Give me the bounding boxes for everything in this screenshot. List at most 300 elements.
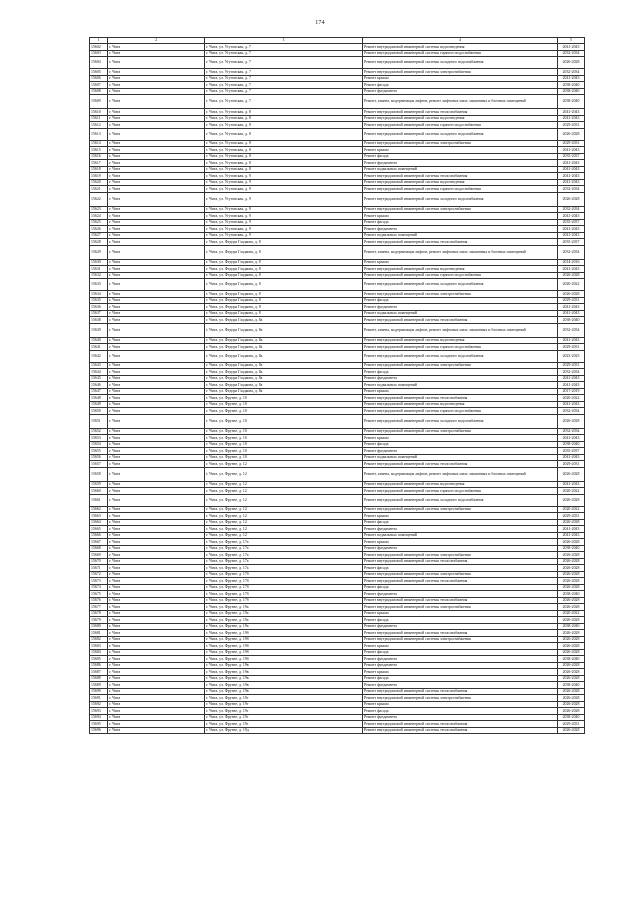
- address-cell: г. Чита, ул. Угуговская, д. 7: [205, 57, 363, 69]
- row-number: 15665: [90, 526, 108, 533]
- address-cell: г. Чита, ул. Фрунзе, д. 17б: [205, 597, 363, 604]
- row-number: 15659: [90, 481, 108, 488]
- work-type-cell: Ремонт внутридомовой инженерной системы водоотведения: [363, 481, 558, 488]
- address-cell: г. Чита, ул. Фрунзе, д. 19г: [205, 714, 363, 721]
- work-type-cell: Ремонт фундамента: [363, 375, 558, 382]
- work-type-cell: Ремонт внутридомовой инженерной системы теплоснабжения: [363, 727, 558, 734]
- column-number: 1: [90, 38, 108, 44]
- work-type-cell: Ремонт внутридомовой инженерной системы теплоснабжения: [363, 239, 558, 246]
- settlement-cell: г. Чита: [108, 88, 205, 95]
- settlement-cell: г. Чита: [108, 688, 205, 695]
- period-cell: 2026-2028: [558, 701, 585, 708]
- period-cell: 2032-2034: [558, 206, 585, 213]
- row-number: 15621: [90, 186, 108, 193]
- settlement-cell: г. Чита: [108, 428, 205, 435]
- settlement-cell: г. Чита: [108, 226, 205, 233]
- period-cell: 2041-2043: [558, 173, 585, 180]
- period-cell: 2041-2043: [558, 160, 585, 167]
- row-number: 15662: [90, 506, 108, 513]
- address-cell: г. Чита, ул. Фрунзе, д. 12: [205, 467, 363, 481]
- settlement-cell: г. Чита: [108, 532, 205, 539]
- row-number: 15654: [90, 441, 108, 448]
- row-number: 15675: [90, 591, 108, 598]
- address-cell: г. Чита, ул. Фрунзе, д. 10: [205, 408, 363, 415]
- settlement-cell: г. Чита: [108, 206, 205, 213]
- table-row: [90, 245, 585, 259]
- row-number: 15683: [90, 643, 108, 650]
- row-number: 15619: [90, 173, 108, 180]
- period-cell: 2026-2028: [558, 558, 585, 565]
- row-number: 15635: [90, 297, 108, 304]
- settlement-cell: г. Чита: [108, 44, 205, 51]
- address-cell: г. Чита, ул. Угуговская, д. 9: [205, 173, 363, 180]
- address-cell: г. Чита, ул. Федора Гладкова, д. 8а: [205, 317, 363, 324]
- settlement-cell: г. Чита: [108, 571, 205, 578]
- work-type-cell: Ремонт фасада: [363, 297, 558, 304]
- address-cell: г. Чита, ул. Фрунзе, д. 10: [205, 448, 363, 455]
- row-number: 15622: [90, 192, 108, 206]
- address-cell: г. Чита, ул. Федора Гладкова, д. 8а: [205, 350, 363, 362]
- settlement-cell: г. Чита: [108, 617, 205, 624]
- work-type-cell: Ремонт фундамента: [363, 591, 558, 598]
- row-number: 15667: [90, 539, 108, 546]
- address-cell: г. Чита, ул. Федора Гладкова, д. 8: [205, 304, 363, 311]
- period-cell: 2041-2043: [558, 526, 585, 533]
- address-cell: г. Чита, ул. Федора Гладкова, д. 8: [205, 266, 363, 273]
- settlement-cell: г. Чита: [108, 166, 205, 173]
- period-cell: 2026-2028: [558, 192, 585, 206]
- period-cell: 2029-2031: [558, 721, 585, 728]
- work-type-cell: Ремонт крыши: [363, 643, 558, 650]
- row-number: 15681: [90, 630, 108, 637]
- work-type-cell: Ремонт внутридомовой инженерной системы электроснабжения: [363, 552, 558, 559]
- address-cell: г. Чита, ул. Фрунзе, д. 10: [205, 454, 363, 461]
- settlement-cell: г. Чита: [108, 591, 205, 598]
- work-type-cell: Ремонт внутридомовой инженерной системы горячего водоснабжения: [363, 488, 558, 495]
- row-number: 15650: [90, 408, 108, 415]
- settlement-cell: г. Чита: [108, 526, 205, 533]
- address-cell: г. Чита, ул. Фрунзе, д. 19г: [205, 695, 363, 702]
- capital-repair-table: [89, 37, 585, 734]
- address-cell: г. Чита, ул. Фрунзе, д. 19в: [205, 682, 363, 689]
- row-number: 15658: [90, 467, 108, 481]
- address-cell: г. Чита, ул. Фрунзе, д. 17б: [205, 571, 363, 578]
- work-type-cell: Ремонт внутридомовой инженерной системы теплоснабжения: [363, 558, 558, 565]
- work-type-cell: Ремонт внутридомовой инженерной системы холодного водоснабжения: [363, 350, 558, 362]
- work-type-cell: Ремонт внутридомовой инженерной системы электроснабжения: [363, 206, 558, 213]
- period-cell: 2026-2028: [558, 552, 585, 559]
- table-row: [90, 467, 585, 481]
- row-number: 15634: [90, 291, 108, 298]
- period-cell: 2020-2022: [558, 506, 585, 513]
- settlement-cell: г. Чита: [108, 604, 205, 611]
- settlement-cell: г. Чита: [108, 558, 205, 565]
- settlement-cell: г. Чита: [108, 344, 205, 351]
- work-type-cell: Ремонт фасада: [363, 649, 558, 656]
- row-number: 15631: [90, 266, 108, 273]
- period-cell: 2026-2028: [558, 669, 585, 676]
- settlement-cell: г. Чита: [108, 552, 205, 559]
- row-number: 15677: [90, 604, 108, 611]
- period-cell: 2026-2028: [558, 695, 585, 702]
- settlement-cell: г. Чита: [108, 122, 205, 129]
- settlement-cell: г. Чита: [108, 623, 205, 630]
- address-cell: г. Чита, ул. Угуговская, д. 7: [205, 82, 363, 89]
- period-cell: 2041-2043: [558, 454, 585, 461]
- period-cell: 2032-2034: [558, 186, 585, 193]
- row-number: 15674: [90, 584, 108, 591]
- row-number: 15653: [90, 435, 108, 442]
- period-cell: 2029-2031: [558, 362, 585, 369]
- address-cell: г. Чита, ул. Фрунзе, д. 17а: [205, 545, 363, 552]
- work-type-cell: Ремонт внутридомовой инженерной системы электроснабжения: [363, 362, 558, 369]
- row-number: 15672: [90, 571, 108, 578]
- settlement-cell: г. Чита: [108, 630, 205, 637]
- row-number: 15602: [90, 44, 108, 51]
- row-number: 15627: [90, 232, 108, 239]
- address-cell: г. Чита, ул. Фрунзе, д. 19в: [205, 688, 363, 695]
- work-type-cell: Ремонт внутридомовой инженерной системы электроснабжения: [363, 69, 558, 76]
- row-number: 15618: [90, 166, 108, 173]
- period-cell: 2041-2043: [558, 115, 585, 122]
- address-cell: г. Чита, ул. Федора Гладкова, д. 8а: [205, 362, 363, 369]
- work-type-cell: Ремонт внутридомовой инженерной системы теплоснабжения: [363, 461, 558, 468]
- period-cell: 2041-2043: [558, 147, 585, 154]
- settlement-cell: г. Чита: [108, 701, 205, 708]
- period-cell: 2023-2025: [558, 350, 585, 362]
- address-cell: г. Чита, ул. Фрунзе, д. 19б: [205, 630, 363, 637]
- address-cell: г. Чита, ул. Федора Гладкова, д. 8а: [205, 323, 363, 337]
- address-cell: г. Чита, ул. Фрунзе, д. 12: [205, 519, 363, 526]
- address-cell: г. Чита, ул. Федора Гладкова, д. 8: [205, 272, 363, 279]
- settlement-cell: г. Чита: [108, 461, 205, 468]
- settlement-cell: г. Чита: [108, 414, 205, 428]
- settlement-cell: г. Чита: [108, 467, 205, 481]
- settlement-cell: г. Чита: [108, 297, 205, 304]
- period-cell: 2026-2028: [558, 649, 585, 656]
- row-number: 15671: [90, 565, 108, 572]
- address-cell: г. Чита, ул. Фрунзе, д. 17а: [205, 558, 363, 565]
- row-number: 15630: [90, 259, 108, 266]
- address-cell: г. Чита, ул. Фрунзе, д. 19а: [205, 623, 363, 630]
- row-number: 15643: [90, 362, 108, 369]
- work-type-cell: Ремонт фасада: [363, 441, 558, 448]
- period-cell: 2041-2043: [558, 179, 585, 186]
- row-number: 15690: [90, 688, 108, 695]
- address-cell: г. Чита, ул. Фрунзе, д. 12: [205, 506, 363, 513]
- period-cell: 2038-2040: [558, 545, 585, 552]
- period-cell: 2032-2034: [558, 50, 585, 57]
- row-number: 15670: [90, 558, 108, 565]
- work-type-cell: Ремонт фундамента: [363, 448, 558, 455]
- work-type-cell: Ремонт внутридомовой инженерной системы горячего водоснабжения: [363, 408, 558, 415]
- address-cell: г. Чита, ул. Федора Гладкова, д. 8: [205, 291, 363, 298]
- settlement-cell: г. Чита: [108, 565, 205, 572]
- row-number: 15625: [90, 219, 108, 226]
- work-type-cell: Ремонт внутридомовой инженерной системы теплоснабжения: [363, 688, 558, 695]
- period-cell: 2041-2043: [558, 481, 585, 488]
- table-row: [90, 95, 585, 109]
- row-number: 15656: [90, 454, 108, 461]
- address-cell: г. Чита, ул. Фрунзе, д. 19а: [205, 617, 363, 624]
- period-cell: 2026-2028: [558, 688, 585, 695]
- period-cell: 2038-2040: [558, 656, 585, 663]
- period-cell: 2026-2028: [558, 539, 585, 546]
- row-number: 15617: [90, 160, 108, 167]
- table-row: [90, 279, 585, 291]
- settlement-cell: г. Чита: [108, 147, 205, 154]
- settlement-cell: г. Чита: [108, 362, 205, 369]
- settlement-cell: г. Чита: [108, 323, 205, 337]
- period-cell: 2038-2040: [558, 682, 585, 689]
- work-type-cell: Ремонт внутридомовой инженерной системы теплоснабжения: [363, 173, 558, 180]
- settlement-cell: г. Чита: [108, 454, 205, 461]
- period-cell: 2020-2022: [558, 610, 585, 617]
- work-type-cell: Ремонт крыши: [363, 259, 558, 266]
- address-cell: г. Чита, ул. Угуговская, д. 8: [205, 166, 363, 173]
- row-number: 15620: [90, 179, 108, 186]
- work-type-cell: Ремонт внутридомовой инженерной системы электроснабжения: [363, 506, 558, 513]
- row-number: 15614: [90, 140, 108, 147]
- settlement-cell: г. Чита: [108, 173, 205, 180]
- work-type-cell: Ремонт фасада: [363, 584, 558, 591]
- work-type-cell: Ремонт фасада: [363, 369, 558, 376]
- period-cell: 2041-2043: [558, 435, 585, 442]
- row-number: 15652: [90, 428, 108, 435]
- row-number: 15645: [90, 375, 108, 382]
- period-cell: 2035-2037: [558, 239, 585, 246]
- period-cell: 2026-2028: [558, 128, 585, 140]
- work-type-cell: Ремонт, замена, модернизация лифтов, ремонт лифтовых шахт, машинных и блочных помещений: [363, 467, 558, 481]
- period-cell: 2041-2043: [558, 213, 585, 220]
- period-cell: 2026-2028: [558, 643, 585, 650]
- period-cell: 2038-2040: [558, 82, 585, 89]
- work-type-cell: Ремонт фасада: [363, 617, 558, 624]
- address-cell: г. Чита, ул. Угуговская, д. 7: [205, 95, 363, 109]
- work-type-cell: Ремонт внутридомовой инженерной системы холодного водоснабжения: [363, 414, 558, 428]
- work-type-cell: Ремонт фундамента: [363, 226, 558, 233]
- work-type-cell: Ремонт внутридомовой инженерной системы холодного водоснабжения: [363, 128, 558, 140]
- settlement-cell: г. Чита: [108, 708, 205, 715]
- address-cell: г. Чита, ул. Фрунзе, д. 12: [205, 513, 363, 520]
- period-cell: 2032-2034: [558, 408, 585, 415]
- period-cell: 2038-2040: [558, 714, 585, 721]
- address-cell: г. Чита, ул. Фрунзе, д. 19г: [205, 721, 363, 728]
- address-cell: г. Чита, ул. Фрунзе, д. 19г: [205, 701, 363, 708]
- work-type-cell: Ремонт внутридомовой инженерной системы холодного водоснабжения: [363, 279, 558, 291]
- work-type-cell: Ремонт внутридомовой инженерной системы водоотведения: [363, 401, 558, 408]
- row-number: 15606: [90, 75, 108, 82]
- settlement-cell: г. Чита: [108, 610, 205, 617]
- address-cell: г. Чита, ул. Фрунзе, д. 10: [205, 395, 363, 402]
- period-cell: 2026-2028: [558, 636, 585, 643]
- period-cell: 2026-2028: [558, 519, 585, 526]
- row-number: 15688: [90, 675, 108, 682]
- address-cell: г. Чита, ул. Фрунзе, д. 12: [205, 461, 363, 468]
- work-type-cell: Ремонт внутридомовой инженерной системы теплоснабжения: [363, 395, 558, 402]
- row-number: 15657: [90, 461, 108, 468]
- settlement-cell: г. Чита: [108, 239, 205, 246]
- work-type-cell: Ремонт фасада: [363, 82, 558, 89]
- period-cell: 2041-2043: [558, 226, 585, 233]
- period-cell: 2038-2040: [558, 317, 585, 324]
- period-cell: 2026-2028: [558, 565, 585, 572]
- period-cell: 2035-2037: [558, 153, 585, 160]
- settlement-cell: г. Чита: [108, 57, 205, 69]
- period-cell: 2026-2028: [558, 708, 585, 715]
- work-type-cell: Ремонт внутридомовой инженерной системы горячего водоснабжения: [363, 344, 558, 351]
- address-cell: г. Чита, ул. Фрунзе, д. 10: [205, 414, 363, 428]
- row-number: 15610: [90, 109, 108, 116]
- period-cell: 2038-2040: [558, 441, 585, 448]
- period-cell: 2041-2043: [558, 375, 585, 382]
- work-type-cell: Ремонт фасада: [363, 519, 558, 526]
- work-type-cell: Ремонт фундамента: [363, 656, 558, 663]
- row-number: 15678: [90, 610, 108, 617]
- settlement-cell: г. Чита: [108, 539, 205, 546]
- settlement-cell: г. Чита: [108, 435, 205, 442]
- address-cell: г. Чита, ул. Фрунзе, д. 12: [205, 488, 363, 495]
- row-number: 15605: [90, 69, 108, 76]
- period-cell: 2029-2031: [558, 140, 585, 147]
- period-cell: 2029-2031: [558, 297, 585, 304]
- row-number: 15692: [90, 701, 108, 708]
- work-type-cell: Ремонт фундамента: [363, 545, 558, 552]
- work-type-cell: Ремонт подвальных помещений: [363, 532, 558, 539]
- address-cell: г. Чита, ул. Федора Гладкова, д. 8: [205, 245, 363, 259]
- settlement-cell: г. Чита: [108, 584, 205, 591]
- period-cell: 2041-2043: [558, 109, 585, 116]
- period-cell: 2041-2043: [558, 337, 585, 344]
- work-type-cell: Ремонт внутридомовой инженерной системы водоотведения: [363, 337, 558, 344]
- settlement-cell: г. Чита: [108, 128, 205, 140]
- row-number: 15673: [90, 578, 108, 585]
- settlement-cell: г. Чита: [108, 695, 205, 702]
- settlement-cell: г. Чита: [108, 513, 205, 520]
- settlement-cell: г. Чита: [108, 494, 205, 506]
- work-type-cell: Ремонт крыши: [363, 610, 558, 617]
- work-type-cell: Ремонт подвальных помещений: [363, 166, 558, 173]
- settlement-cell: г. Чита: [108, 245, 205, 259]
- settlement-cell: г. Чита: [108, 388, 205, 395]
- address-cell: г. Чита, ул. Фрунзе, д. 12: [205, 481, 363, 488]
- table-row: [90, 192, 585, 206]
- table-row: [90, 323, 585, 337]
- period-cell: 2041-2043: [558, 532, 585, 539]
- address-cell: г. Чита, ул. Угуговская, д. 9: [205, 232, 363, 239]
- address-cell: г. Чита, ул. Фрунзе, д. 12: [205, 494, 363, 506]
- period-cell: 2041-2043: [558, 304, 585, 311]
- work-type-cell: Ремонт крыши: [363, 388, 558, 395]
- table-row: [90, 350, 585, 362]
- settlement-cell: г. Чита: [108, 95, 205, 109]
- settlement-cell: г. Чита: [108, 259, 205, 266]
- period-cell: 2041-2043: [558, 382, 585, 389]
- address-cell: г. Чита, ул. Угуговская, д. 8: [205, 153, 363, 160]
- address-cell: г. Чита, ул. Угуговская, д. 9: [205, 213, 363, 220]
- row-number: 15632: [90, 272, 108, 279]
- row-number: 15633: [90, 279, 108, 291]
- settlement-cell: г. Чита: [108, 488, 205, 495]
- row-number: 15626: [90, 226, 108, 233]
- row-number: 15686: [90, 662, 108, 669]
- work-type-cell: Ремонт фундамента: [363, 623, 558, 630]
- table-row: [90, 128, 585, 140]
- address-cell: г. Чита, ул. Федора Гладкова, д. 8: [205, 310, 363, 317]
- work-type-cell: Ремонт внутридомовой инженерной системы теплоснабжения: [363, 578, 558, 585]
- settlement-cell: г. Чита: [108, 75, 205, 82]
- period-cell: 2032-2034: [558, 369, 585, 376]
- work-type-cell: Ремонт фундамента: [363, 682, 558, 689]
- address-cell: г. Чита, ул. Угуговская, д. 7: [205, 69, 363, 76]
- row-number: 15646: [90, 382, 108, 389]
- row-number: 15661: [90, 494, 108, 506]
- work-type-cell: Ремонт подвальных помещений: [363, 454, 558, 461]
- period-cell: 2035-2037: [558, 219, 585, 226]
- work-type-cell: Ремонт крыши: [363, 513, 558, 520]
- period-cell: 2020-2022: [558, 488, 585, 495]
- table-body: [90, 38, 585, 734]
- address-cell: г. Чита, ул. Фрунзе, д. 19б: [205, 643, 363, 650]
- row-number: 15637: [90, 310, 108, 317]
- work-type-cell: Ремонт крыши: [363, 701, 558, 708]
- settlement-cell: г. Чита: [108, 337, 205, 344]
- work-type-cell: Ремонт внутридомовой инженерной системы холодного водоснабжения: [363, 494, 558, 506]
- address-cell: г. Чита, ул. Фрунзе, д. 17б: [205, 591, 363, 598]
- settlement-cell: г. Чита: [108, 675, 205, 682]
- work-type-cell: Ремонт подвальных помещений: [363, 382, 558, 389]
- settlement-cell: г. Чита: [108, 649, 205, 656]
- address-cell: г. Чита, ул. Фрунзе, д. 19в: [205, 662, 363, 669]
- table-row: [90, 414, 585, 428]
- settlement-cell: г. Чита: [108, 109, 205, 116]
- row-number: 15666: [90, 532, 108, 539]
- row-number: 15641: [90, 344, 108, 351]
- address-cell: г. Чита, ул. Угуговская, д. 7: [205, 50, 363, 57]
- row-number: 15680: [90, 623, 108, 630]
- period-cell: 2035-2037: [558, 448, 585, 455]
- settlement-cell: г. Чита: [108, 375, 205, 382]
- address-cell: г. Чита, ул. Фрунзе, д. 19б: [205, 656, 363, 663]
- row-number: 15636: [90, 304, 108, 311]
- column-number: 2: [108, 38, 205, 44]
- row-number: 15695: [90, 721, 108, 728]
- work-type-cell: Ремонт фундамента: [363, 662, 558, 669]
- column-number: 3: [205, 38, 363, 44]
- work-type-cell: Ремонт подвальных помещений: [363, 232, 558, 239]
- settlement-cell: г. Чита: [108, 140, 205, 147]
- table-row: [90, 494, 585, 506]
- work-type-cell: Ремонт внутридомовой инженерной системы водоотведения: [363, 44, 558, 51]
- period-cell: 2038-2040: [558, 95, 585, 109]
- settlement-cell: г. Чита: [108, 82, 205, 89]
- settlement-cell: г. Чита: [108, 519, 205, 526]
- settlement-cell: г. Чита: [108, 317, 205, 324]
- address-cell: г. Чита, ул. Федора Гладкова, д. 8а: [205, 369, 363, 376]
- address-cell: г. Чита, ул. Угуговская, д. 9: [205, 226, 363, 233]
- row-number: 15603: [90, 50, 108, 57]
- work-type-cell: Ремонт крыши: [363, 669, 558, 676]
- work-type-cell: Ремонт внутридомовой инженерной системы электроснабжения: [363, 604, 558, 611]
- work-type-cell: Ремонт фасада: [363, 675, 558, 682]
- period-cell: 2041-2043: [558, 75, 585, 82]
- row-number: 15668: [90, 545, 108, 552]
- address-cell: г. Чита, ул. Фрунзе, д. 17б: [205, 584, 363, 591]
- settlement-cell: г. Чита: [108, 721, 205, 728]
- row-number: 15607: [90, 82, 108, 89]
- row-number: 15611: [90, 115, 108, 122]
- address-cell: г. Чита, ул. Федора Гладкова, д. 8а: [205, 388, 363, 395]
